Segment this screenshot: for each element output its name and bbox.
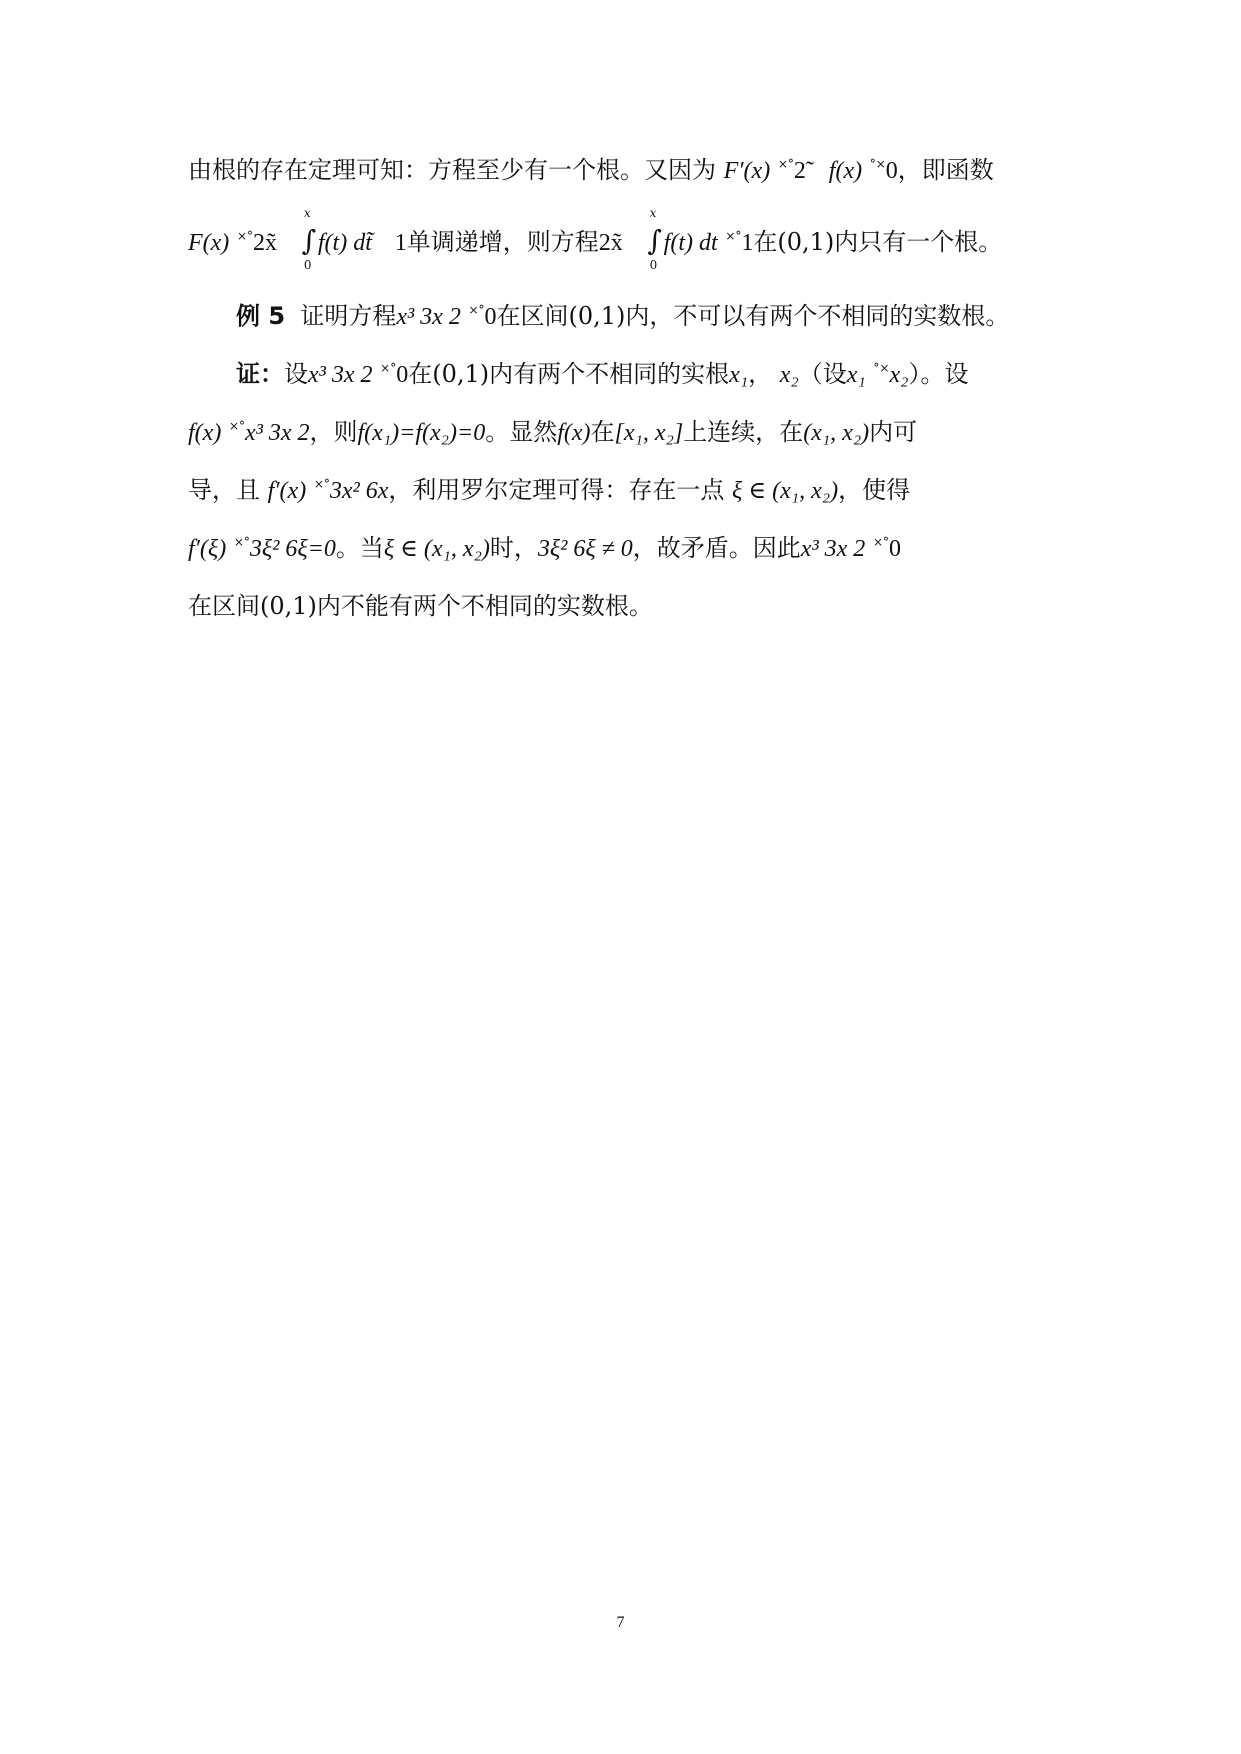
formula-cubic: x³ 3x 2	[245, 420, 310, 446]
formula-int-ft-dt-tilde: f(t) dt̃	[317, 230, 372, 256]
integral-upper-limit: x	[649, 206, 657, 220]
formula-x2: x₂	[889, 362, 909, 388]
formula-cubic: x³ 3x 2	[800, 536, 866, 562]
glitch-mark: ×°	[313, 477, 330, 491]
formula-zero: 0	[885, 158, 898, 184]
formula-fprime-x: f′(x)	[267, 478, 307, 504]
text-segment: 由根的存在定理可知：方程至少有一个根。又因为	[188, 156, 716, 184]
proof-line-5	[188, 586, 1058, 621]
integral-sign: x ∫ 0	[301, 206, 317, 272]
text-segment: 单调递增，则方程	[406, 228, 599, 256]
paragraph-line-2	[188, 206, 1058, 272]
formula-cubic-rhs: 0	[889, 536, 901, 562]
formula-deriv-xi: 3ξ² 6ξ=0	[249, 536, 336, 562]
formula-two-tilde: 2̃	[793, 158, 806, 184]
integral-lower-limit: 0	[649, 258, 658, 272]
text-segment: 导，且	[188, 476, 260, 504]
formula-cubic: x³ 3x 2	[396, 304, 461, 330]
text-segment: 。显然	[485, 418, 558, 446]
text-segment: 设	[284, 360, 308, 388]
formula-x1: x₁	[846, 362, 866, 388]
example-5-statement	[236, 296, 1106, 331]
formula-x2: x₂	[779, 362, 799, 388]
text-segment: ，则	[309, 418, 358, 446]
example-label: 例 5	[236, 302, 286, 330]
formula-fx: f(x)	[828, 158, 863, 184]
text-segment: 在(0,1)内有两个不相同的实根	[408, 360, 730, 388]
glitch-mark: ×°	[380, 361, 397, 375]
glitch-mark: ×°	[233, 535, 250, 549]
text-segment: 内可	[869, 418, 918, 446]
formula-xi-in: ξ ∈ (x₁, x₂)	[383, 536, 490, 562]
text-segment: 时，	[489, 534, 538, 562]
text-segment: ，使得	[838, 476, 911, 504]
glitch-mark: ×°	[228, 419, 246, 433]
integral-upper-limit: x	[303, 206, 311, 220]
proof-label: 证：	[236, 360, 284, 388]
glitch-mark: ×°	[236, 229, 253, 243]
glitch-mark: ×°	[777, 157, 794, 171]
paragraph-line-1	[188, 150, 1058, 185]
formula-fx: f(x)	[188, 420, 222, 446]
page-number: 7	[616, 1614, 625, 1631]
glitch-mark: °×	[873, 361, 890, 375]
formula-eq1: 1	[741, 230, 754, 256]
text-segment: 在(0,1)内只有一个根。	[753, 228, 1003, 256]
formula-xi-in: ξ ∈ (x₁, x₂)	[732, 478, 839, 504]
formula-cubic: x³ 3x 2	[308, 362, 373, 388]
text-segment: ，故矛盾。因此	[632, 534, 801, 562]
glitch-mark: ×°	[468, 303, 485, 317]
text-segment: ，利用罗尔定理可得：存在一点	[388, 476, 725, 504]
formula-2x-tilde: 2x̃	[253, 230, 277, 256]
text-segment: 上连续，在	[683, 418, 804, 446]
proof-line-2	[188, 412, 1058, 447]
text-segment: （设	[798, 360, 847, 388]
text-segment: 在	[590, 418, 615, 446]
formula-open-interval: (x₁, x₂)	[803, 420, 870, 446]
formula-deriv: 3x² 6x	[329, 478, 389, 504]
formula-fprime-xi: f′(ξ)	[188, 536, 227, 562]
formula-2x-tilde-2: 2x̃	[598, 230, 623, 256]
formula-int-ft-dt: f(t) dt	[663, 230, 718, 256]
integral-lower-limit: 0	[303, 258, 312, 272]
text-segment: 证明方程	[300, 302, 397, 330]
integral-sign: x ∫ 0	[647, 206, 662, 272]
formula-x1: x₁	[729, 362, 749, 388]
formula-f-x1-x2: f(x₁)=f(x₂)=0	[357, 420, 486, 446]
proof-line-3	[188, 470, 1058, 505]
glitch-mark: °×	[869, 157, 886, 171]
formula-one: 1	[394, 230, 407, 256]
proof-line-1: 证：设x³ 3x 2 ×°0在(0,1)内有两个不相同的实根x₁， x₂（设x₁ °×x₂）。设	[236, 360, 969, 388]
formula-cubic-rhs: 0	[396, 362, 409, 388]
formula-Fprime: F′(x)	[723, 158, 771, 184]
glitch-mark: ×°	[872, 535, 889, 549]
formula-Fx: F(x)	[188, 230, 230, 256]
text-segment: 。当	[335, 534, 384, 562]
proof-line-4	[188, 528, 1058, 563]
text-segment: 在区间(0,1)内，不可以有两个不相同的实数根。	[496, 302, 1010, 330]
text-segment: 在区间(0,1)内不能有两个不相同的实数根。	[188, 592, 653, 620]
formula-ineq: 3ξ² 6ξ ≠ 0	[537, 536, 633, 562]
text-segment: ，即函数	[897, 156, 994, 184]
formula-fx: f(x)	[557, 420, 591, 446]
text-segment: ）。设	[908, 360, 969, 388]
glitch-mark: ×°	[725, 229, 742, 243]
formula-cubic-rhs: 0	[484, 304, 497, 330]
formula-closed-interval: [x₁, x₂]	[614, 420, 684, 446]
